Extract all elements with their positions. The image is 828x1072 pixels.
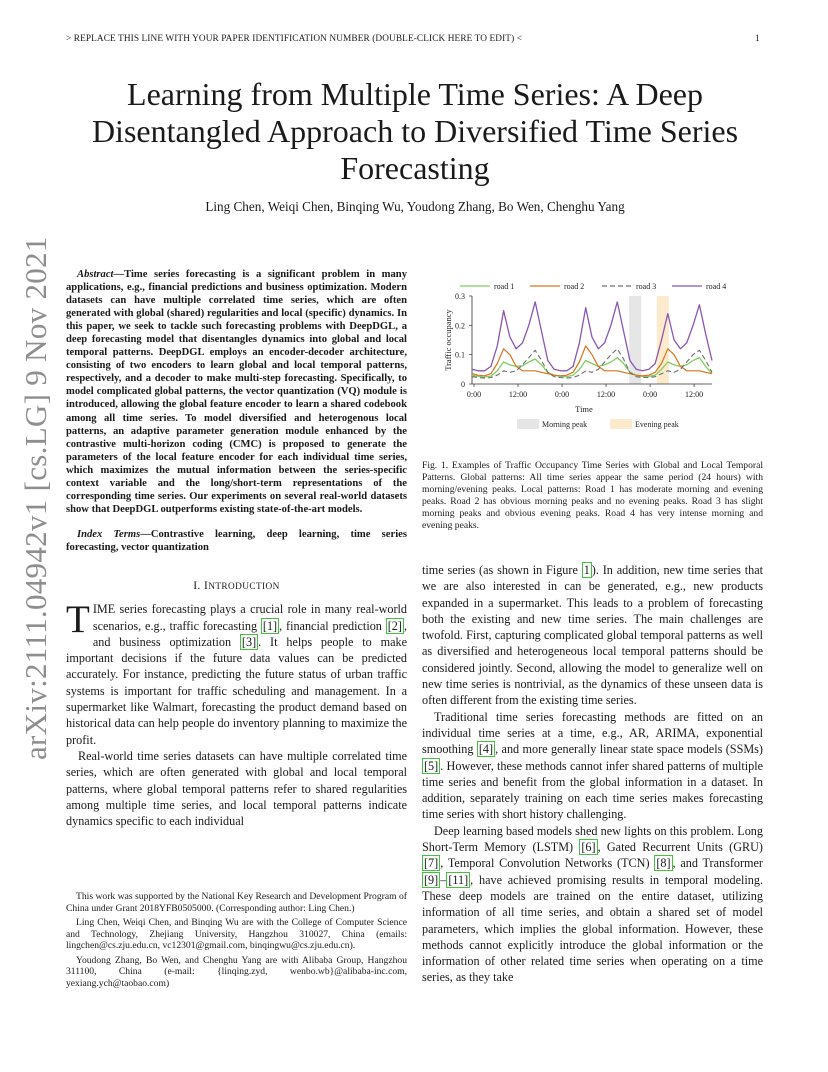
section-numeral: I. bbox=[193, 579, 201, 592]
running-head: > REPLACE THIS LINE WITH YOUR PAPER IDENTIFICATION NUMBER (DOUBLE-CLICK HERE TO EDIT) < bbox=[66, 34, 523, 44]
series-line-1 bbox=[472, 358, 712, 377]
y-tick-label: 0.3 bbox=[455, 292, 465, 301]
body-text: , have achieved promising results in temporal modeling. These deep models are trained on the entire dataset, utilizing information of all time series, and obtain a shared set of model parameters, which implies the global information. However, these methods cannot explicitly introduce the global information or the information of other related time series when operating on a time series, as they take bbox=[422, 872, 763, 985]
y-axis-label: Traffic occupancy bbox=[443, 309, 453, 371]
citation-link[interactable]: [3] bbox=[241, 634, 257, 649]
citation-link[interactable]: [7] bbox=[424, 856, 439, 871]
section-heading bbox=[66, 578, 407, 595]
legend-swatch bbox=[517, 419, 539, 429]
figure-link[interactable]: 1 bbox=[583, 563, 590, 577]
body-text: – bbox=[440, 872, 447, 887]
footnotes bbox=[66, 891, 407, 992]
body-text: , Temporal Convolution Networks (TCN) bbox=[440, 856, 655, 871]
body-text: ). In addition, new time series that we are also interested in can be generated, e.g., new products expanded in a supermarket. This leads to a problem of forecasting both the existing and new time series. The main challenges are twofold. First, capturing complicated global temporal patterns as well as diversified and heterogeneous local temporal patterns should be considered jointly. Second, allowing the model to generalize well on new time series is nontrivial, as the dynamics of these unseen data is often different from the existing time series. bbox=[422, 563, 763, 708]
x-tick-label: 12:00 bbox=[684, 390, 704, 399]
index-terms-text: —Contrastive learning, deep learning, time series forecasting, vector quantization bbox=[66, 528, 407, 553]
citation-link[interactable]: [8] bbox=[656, 856, 671, 871]
body-text: time series (as shown in Figure bbox=[422, 563, 582, 577]
footnote-funding: This work was supported by the National Key Research and Development Program of China under Grant 2018YFB0505000. (Corresponding author: Ling Chen.) bbox=[66, 891, 407, 914]
x-tick-label: 0:00 bbox=[554, 390, 570, 399]
page-number: 1 bbox=[755, 34, 760, 44]
legend-label: road 2 bbox=[564, 282, 585, 291]
arxiv-stamp bbox=[12, 236, 56, 760]
footnote-affiliation-zju: Ling Chen, Weiqi Chen, and Binqing Wu are with the College of Computer Science and Technology, Zhejiang University, Hangzhou 310027, China (emails: lingchen@cs.zju.edu.cn, vc12301@gmail.com, binqingwu@cs.zju.edu.cn). bbox=[66, 917, 407, 951]
y-tick-label: 0.2 bbox=[455, 321, 465, 331]
y-tick-label: 0 bbox=[461, 380, 465, 389]
left-column bbox=[66, 268, 407, 829]
citation-link[interactable]: [5] bbox=[424, 758, 439, 773]
abstract-label: Abstract bbox=[77, 269, 114, 280]
section-rest: NTRODUCTION bbox=[208, 581, 280, 592]
legend-label: Evening peak bbox=[635, 420, 679, 429]
citation-link[interactable]: [6] bbox=[581, 840, 596, 855]
intro-text: , and business optimization bbox=[92, 618, 407, 649]
legend-label: road 4 bbox=[706, 282, 727, 291]
legend-label: road 3 bbox=[636, 282, 657, 291]
series-line-4 bbox=[472, 302, 712, 371]
intro-paragraph-2: Real-world time series datasets can have multiple correlated time series, which are often generated with global and local temporal patterns, where global temporal patterns refer to shared regularities among multiple time series, and local temporal patterns indicate dynamics specific to each individual bbox=[66, 748, 407, 829]
author-list: Ling Chen, Weiqi Chen, Binqing Wu, Youdong Zhang, Bo Wen, Chenghu Yang bbox=[205, 199, 625, 214]
arxiv-stamp-text: arXiv:2111.04942v1 [cs.LG] 9 Nov 2021 bbox=[18, 236, 53, 760]
x-tick-label: 0:00 bbox=[466, 390, 482, 399]
paper-title: Learning from Multiple Time Series: A Deep Disentangled Approach to Diversified Time Series Forecasting bbox=[91, 76, 739, 186]
figure-1 bbox=[422, 276, 763, 436]
legend-label: Morning peak bbox=[542, 420, 588, 429]
citation-link[interactable]: [9] bbox=[424, 872, 439, 887]
x-tick-label: 0:00 bbox=[642, 390, 658, 399]
legend-swatch bbox=[610, 419, 632, 429]
body-paragraph bbox=[422, 709, 763, 823]
index-terms-label: Index Terms bbox=[77, 528, 141, 540]
footnote-affiliation-alibaba: Youdong Zhang, Bo Wen, and Chenghu Yang are with Alibaba Group, Hangzhou 311100, China (e-mail: {linqing.zyd, wenbo.wb}@alibaba-inc.com, yexiang.ych@taobao.com) bbox=[66, 954, 407, 989]
citation-link[interactable]: [1] bbox=[262, 618, 278, 633]
body-paragraph bbox=[422, 823, 763, 986]
traffic-occupancy-chart bbox=[422, 276, 763, 436]
body-text: . However, these methods cannot infer shared patterns of multiple time series and benefit from the global information in a dataset. In addition, separately training on each time series makes forecasting time series with short history challenging. bbox=[422, 758, 763, 822]
abstract-text: —Time series forecasting is a significant problem in many applications, e.g., financial predictions and business optimization. Modern datasets can have multiple correlated time series, which are often generated with global (shared) regularities and local (specific) dynamics. In this paper, we seek to tackle such forecasting problems with DeepDGL, a deep forecasting model that disentangles dynamics into global and local temporal patterns. DeepDGL employs an encoder-decoder architecture, consisting of two encoders to learn global and local temporal patterns, respectively, and a decoder to make multi-step forecasting. Specifically, to model complicated global patterns, the vector quantization (VQ) module is introduced, allowing the global feature encoder to learn a shared codebook among all time series. To model diversified and heterogenous local patterns, an adaptive parameter generation module enhanced by the contrastive multi-horizon coding (CMC) is proposed to generate the parameters of the local feature encoder for each individual time series, which maximizes the mutual information between the series-specific context variable and the long/short-term representations of the corresponding time series. Our experiments on several real-world datasets show that DeepDGL outperforms existing state-of-the-art models. bbox=[66, 269, 407, 515]
legend-label: road 1 bbox=[494, 282, 515, 291]
drop-cap: T bbox=[66, 598, 90, 642]
body-text: , and Transformer bbox=[672, 856, 763, 871]
y-tick-label: 0.1 bbox=[455, 350, 465, 360]
intro-text: IME series forecasting plays a crucial role in many real-world scenarios, e.g., traffic forecasting bbox=[92, 602, 407, 633]
citation-link[interactable]: [4] bbox=[478, 742, 494, 757]
x-axis-label: Time bbox=[575, 404, 593, 414]
body-text: , and more generally linear state space models (SSMs) bbox=[495, 742, 763, 757]
right-column bbox=[422, 562, 763, 986]
body-paragraph bbox=[422, 562, 763, 709]
index-terms bbox=[66, 528, 407, 554]
citation-link[interactable]: [11] bbox=[448, 872, 469, 887]
figure-caption: Fig. 1. Examples of Traffic Occupancy Time Series with Global and Local Temporal Patterns. Global patterns: All time series appear the same period (24 hours) with morning/evening peaks. Local patterns: Road 1 has moderate morning and evening peaks. Road 2 has obvious morning peaks and no evening peaks. Road 3 has slight morning peaks and obvious evening peaks. Road 4 has very intense morning and evening peaks. bbox=[422, 460, 763, 531]
intro-paragraph-1 bbox=[66, 598, 408, 748]
intro-text: . It helps people to make important decisions if the future data values can be predicted accurately. For instance, predicting the future status of urban traffic systems is important for traffic scheduling and management. In a supermarket like Walmart, forecasting the product demand based on historical data can help people do inventory planning to maximize the profit. bbox=[66, 634, 408, 747]
citation-link[interactable]: [2] bbox=[387, 618, 402, 633]
x-tick-label: 12:00 bbox=[508, 390, 528, 399]
body-text: , Gated Recurrent Units (GRU) bbox=[597, 840, 763, 855]
body-text: Deep learning based models shed new lights on this problem. Long Short-Term Memory (LSTM) bbox=[422, 823, 763, 855]
intro-text: , financial prediction bbox=[279, 618, 386, 633]
abstract bbox=[66, 268, 407, 516]
section-initial: I bbox=[204, 579, 209, 592]
x-tick-label: 12:00 bbox=[596, 390, 616, 399]
body-text: Traditional time series forecasting methods are fitted on an individual time series at a time, e.g., AR, ARIMA, exponential smoothing bbox=[422, 709, 763, 757]
shaded-region bbox=[629, 296, 641, 384]
